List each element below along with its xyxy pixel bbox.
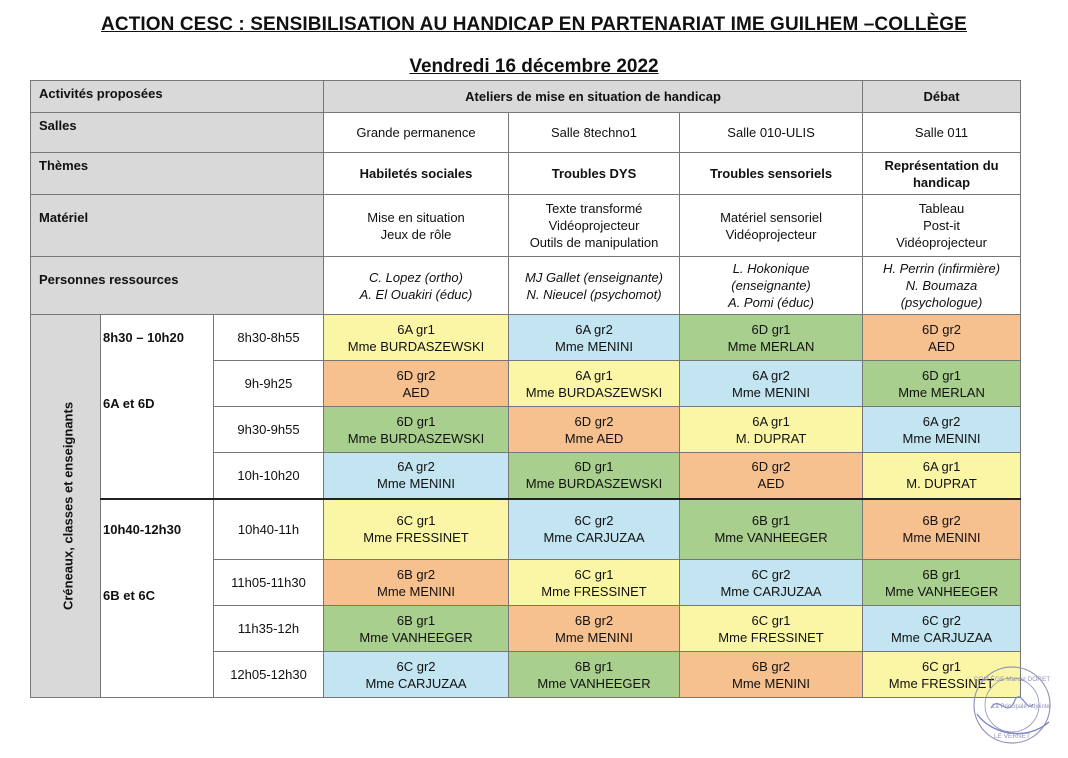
session-cell <box>324 499 509 560</box>
header-ateliers: Ateliers de mise en situation de handicap <box>324 81 863 113</box>
session-group: 6C gr1 <box>396 513 436 529</box>
session-cell <box>863 361 1021 407</box>
session-group: 6D gr1 <box>396 413 436 429</box>
session-cell <box>324 560 509 606</box>
personnes-3 <box>680 257 863 315</box>
session-teacher: Mme MERLAN <box>898 384 985 400</box>
session-cell <box>680 407 863 453</box>
session-group: 6B gr2 <box>396 566 436 582</box>
session-group: 6B gr1 <box>574 658 614 674</box>
session-teacher: Mme MENINI <box>555 338 634 354</box>
session-group: 6B gr2 <box>922 513 961 529</box>
personne-line: H. Perrin (infirmière) <box>883 261 1001 276</box>
salle-3: Salle 010-ULIS <box>680 113 863 153</box>
materiel-2 <box>509 195 680 257</box>
session-group: 6C gr1 <box>751 612 791 628</box>
session-cell <box>509 606 680 652</box>
session-teacher: Mme MENINI <box>555 629 634 645</box>
session-group: 6D gr2 <box>751 459 791 475</box>
personnes-1 <box>324 257 509 315</box>
session-teacher: Mme MERLAN <box>727 338 815 354</box>
school-stamp <box>971 664 1053 746</box>
session-cell <box>680 499 863 560</box>
header-debat: Débat <box>863 81 1021 113</box>
personne-line: A. El Ouakiri (éduc) <box>359 286 473 302</box>
session-cell <box>324 407 509 453</box>
session-cell <box>324 315 509 361</box>
session-group: 6C gr2 <box>922 612 962 628</box>
materiel-line: Matériel sensoriel <box>720 209 822 225</box>
slot-time: 10h-10h20 <box>214 453 324 499</box>
session-teacher: Mme FRESSINET <box>363 530 469 546</box>
session-teacher: Mme BURDASZEWSKI <box>347 338 485 354</box>
slot-time: 10h40-11h <box>214 499 324 560</box>
session-cell <box>324 652 509 698</box>
session-group: 6C gr1 <box>574 566 614 582</box>
session-cell <box>863 407 1021 453</box>
session-teacher: M. DUPRAT <box>735 430 807 446</box>
personne-line: (enseignante) <box>731 278 811 293</box>
slot-time: 8h30-8h55 <box>214 315 324 361</box>
session-group: 6C gr1 <box>922 658 962 674</box>
session-group: 6C gr2 <box>751 566 791 582</box>
row-salles <box>31 113 1021 153</box>
session-teacher: Mme VANHEEGER <box>714 530 828 546</box>
document-date: Vendredi 16 décembre 2022 <box>409 56 659 77</box>
session-teacher: Mme VANHEEGER <box>537 675 651 691</box>
session-teacher: Mme BURDASZEWSKI <box>525 476 663 492</box>
slot-time: 9h30-9h55 <box>214 407 324 453</box>
session-teacher: Mme MENINI <box>732 384 811 400</box>
salle-4: Salle 011 <box>863 113 1021 153</box>
session-teacher: Mme CARJUZAA <box>890 629 993 645</box>
materiel-line: Mise en situation <box>367 209 465 225</box>
session-cell <box>863 499 1021 560</box>
session-teacher: Mme BURDASZEWSKI <box>347 430 485 446</box>
row-themes <box>31 153 1021 195</box>
session-group: 6A gr2 <box>752 367 790 383</box>
theme-1: Habiletés sociales <box>324 153 509 195</box>
personne-line: (psychologue) <box>900 295 983 310</box>
personne-line: N. Nieucel (psychomot) <box>526 286 662 302</box>
session-cell <box>680 453 863 499</box>
personne-line: MJ Gallet (enseignante) <box>525 269 664 285</box>
session-group: 6A gr2 <box>575 321 613 337</box>
session-group: 6C gr2 <box>574 513 614 529</box>
session-cell <box>680 560 863 606</box>
materiel-line: Vidéoprojecteur <box>725 226 817 242</box>
session-cell <box>324 606 509 652</box>
materiel-line: Outils de manipulation <box>529 235 659 250</box>
personne-line: L. Hokonique <box>732 261 810 276</box>
session-teacher: Mme FRESSINET <box>718 629 824 645</box>
materiel-line: Post-it <box>923 218 960 233</box>
session-group: 6D gr2 <box>574 413 614 429</box>
session-group: 6B gr2 <box>751 658 791 674</box>
session-group: 6B gr1 <box>922 566 961 582</box>
stamp-bottom-text: LE VERNET <box>993 733 1031 740</box>
session-teacher: Mme MENINI <box>377 583 456 599</box>
session-cell <box>509 499 680 560</box>
session-group: 6A gr1 <box>397 321 435 337</box>
theme-2: Troubles DYS <box>509 153 680 195</box>
session-cell <box>509 361 680 407</box>
label-activites: Activités proposées <box>31 81 324 113</box>
stamp-top-text: COLLÈGE Marcel DORET <box>973 676 1051 683</box>
salle-2: Salle 8techno1 <box>509 113 680 153</box>
block-1 <box>101 315 214 499</box>
slot-row <box>31 315 1021 361</box>
session-group: 6D gr1 <box>751 321 791 337</box>
materiel-line: Tableau <box>918 201 965 216</box>
session-teacher: Mme CARJUZAA <box>720 583 822 599</box>
row-materiel <box>31 195 1021 257</box>
session-cell <box>324 361 509 407</box>
session-teacher: Mme CARJUZAA <box>543 530 645 546</box>
label-themes: Thèmes <box>31 153 324 195</box>
personne-line: A. Pomi (éduc) <box>728 295 815 310</box>
document-title: ACTION CESC : SENSIBILISATION AU HANDICAP EN PARTENARIAT IME GUILHEM –COLLÈGE <box>101 14 967 35</box>
session-group: 6A gr1 <box>922 459 961 475</box>
session-cell <box>863 315 1021 361</box>
block-classes: 6B et 6C <box>103 588 156 604</box>
materiel-line: Texte transformé <box>545 201 643 216</box>
personne-line: N. Boumaza <box>905 278 978 293</box>
session-teacher: Mme AED <box>564 430 624 446</box>
session-teacher: Mme MENINI <box>377 476 456 492</box>
session-group: 6D gr1 <box>922 367 962 383</box>
materiel-4 <box>863 195 1021 257</box>
session-teacher: Mme FRESSINET <box>541 583 647 599</box>
slot-time: 9h-9h25 <box>214 361 324 407</box>
session-cell <box>509 560 680 606</box>
slot-row <box>31 499 1021 560</box>
session-group: 6C gr2 <box>396 658 436 674</box>
session-teacher: Mme VANHEEGER <box>884 583 999 599</box>
session-group: 6A gr1 <box>575 367 613 383</box>
theme-4: Représentation du handicap <box>863 153 1021 195</box>
session-cell <box>509 315 680 361</box>
materiel-line: Vidéoprojecteur <box>548 218 640 233</box>
creneaux-label: Créneaux, classes et enseignants <box>60 401 76 611</box>
label-materiel: Matériel <box>31 195 324 257</box>
session-cell <box>680 652 863 698</box>
session-group: 6D gr2 <box>922 321 962 337</box>
session-teacher: AED <box>402 384 430 400</box>
session-cell <box>863 606 1021 652</box>
materiel-3 <box>680 195 863 257</box>
session-cell <box>680 606 863 652</box>
row-activites <box>31 81 1021 113</box>
stamp-middle-text: La Principale Adjointe <box>992 704 1050 710</box>
row-personnes <box>31 257 1021 315</box>
session-teacher: Mme VANHEEGER <box>359 629 473 645</box>
materiel-line: Vidéoprojecteur <box>896 235 987 250</box>
session-cell <box>509 453 680 499</box>
block-classes: 6A et 6D <box>103 396 155 412</box>
session-teacher: Mme MENINI <box>902 530 981 546</box>
session-group: 6B gr1 <box>396 612 436 628</box>
personnes-4 <box>863 257 1021 315</box>
session-teacher: Mme FRESSINET <box>888 675 995 691</box>
session-cell <box>509 407 680 453</box>
label-salles: Salles <box>31 113 324 153</box>
block-2 <box>101 499 214 698</box>
session-group: 6A gr2 <box>922 413 961 429</box>
label-personnes: Personnes ressources <box>31 257 324 315</box>
materiel-1 <box>324 195 509 257</box>
session-teacher: M. DUPRAT <box>906 476 977 492</box>
session-group: 6B gr1 <box>751 513 791 529</box>
session-group: 6A gr2 <box>397 459 435 475</box>
slot-time: 12h05-12h30 <box>214 652 324 698</box>
session-group: 6B gr2 <box>574 612 614 628</box>
slot-time: 11h05-11h30 <box>214 560 324 606</box>
session-teacher: Mme MENINI <box>732 675 811 691</box>
block-time: 8h30 – 10h20 <box>103 330 184 346</box>
block-time: 10h40-12h30 <box>103 522 182 538</box>
session-cell <box>509 652 680 698</box>
session-teacher: AED <box>928 338 955 354</box>
session-group: 6D gr1 <box>574 459 614 475</box>
schedule-table <box>30 80 1021 698</box>
personnes-2 <box>509 257 680 315</box>
salle-1: Grande permanence <box>324 113 509 153</box>
personne-line: C. Lopez (ortho) <box>369 269 463 285</box>
session-cell <box>680 315 863 361</box>
session-cell <box>863 453 1021 499</box>
materiel-line: Jeux de rôle <box>380 226 452 242</box>
creneaux-label-cell <box>31 315 101 698</box>
session-teacher: Mme BURDASZEWSKI <box>525 384 663 400</box>
slot-time: 11h35-12h <box>214 606 324 652</box>
session-teacher: Mme MENINI <box>902 430 981 446</box>
session-cell <box>324 453 509 499</box>
session-group: 6A gr1 <box>752 413 790 429</box>
session-group: 6D gr2 <box>396 367 436 383</box>
theme-3: Troubles sensoriels <box>680 153 863 195</box>
session-cell <box>680 361 863 407</box>
session-teacher: AED <box>757 476 785 492</box>
session-teacher: Mme CARJUZAA <box>365 675 467 691</box>
session-cell <box>863 560 1021 606</box>
